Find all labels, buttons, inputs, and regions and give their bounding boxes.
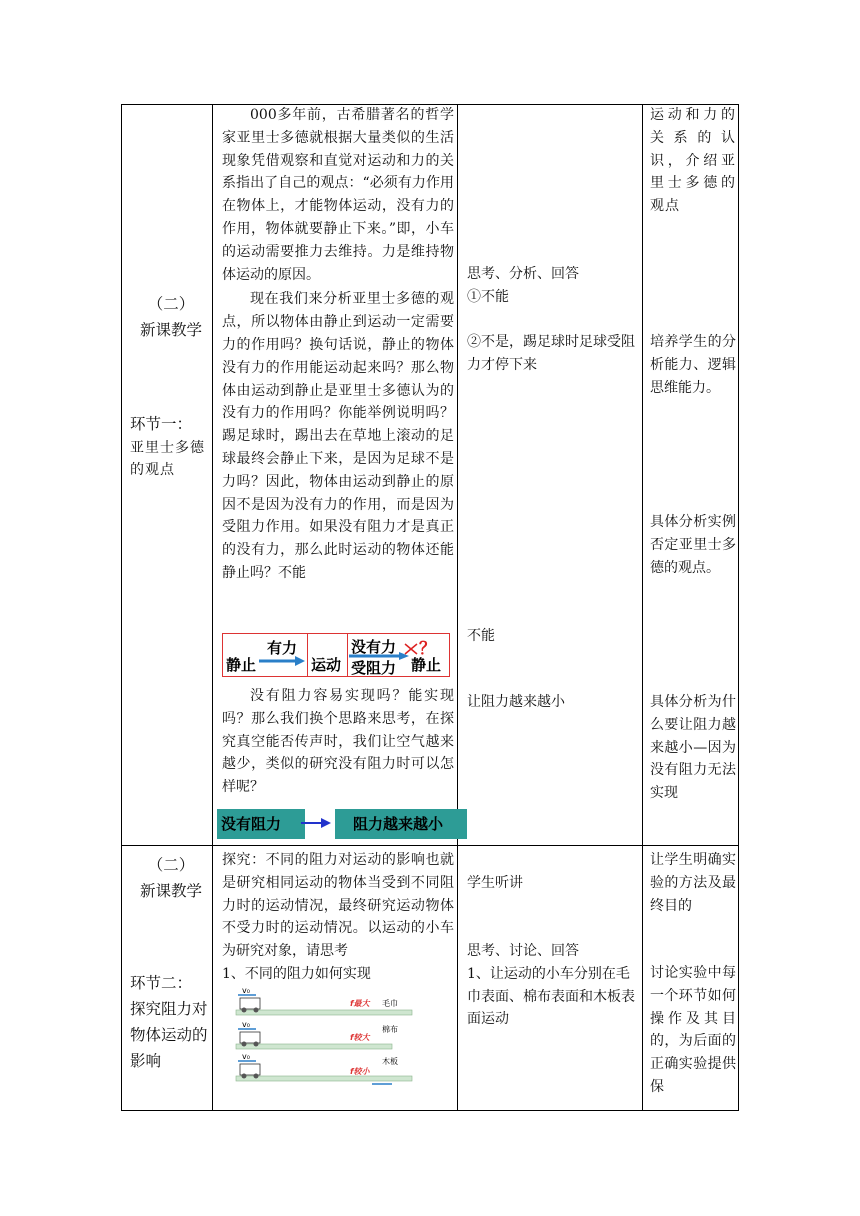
answer-text: 不能 xyxy=(467,628,495,644)
paragraph: 现在我们来分析亚里士多德的观点，所以物体由静止到运动一定需要力的作用吗？换句话说，静止的物体没有力的作用能运动起来吗？那么物体由运动到静止是亚里士多德认为的没有力的作用吗？你能举例说明吗？踢足球时，踢出去在草地上滚动的足球最终会静止下来，是因为足球不是力吗？因此，物体由运动到静止的原因不是因为没有力的作用，而是因为受阻力作用。如果没有阻力才是真正的没有力，那么此时运动的物体还能静止吗？不能 xyxy=(222,291,454,581)
answer-text: 1、让运动的小车分别在毛巾表面、棉布表面和木板表面运动 xyxy=(467,965,635,1028)
table-row xyxy=(121,845,739,1111)
arrow-icon xyxy=(259,656,305,666)
column-divider xyxy=(642,846,643,1110)
paragraph: 没有阻力容易实现吗？能实现吗？那么我们换个思路来思考，在探究真空能否传声时，我们让空气越来越少，类似的研究没有阻力时可以怎样呢？ xyxy=(222,688,454,796)
student-activity xyxy=(467,625,639,648)
label-motion: 运动 xyxy=(311,656,342,674)
design-intent xyxy=(650,849,736,917)
velocity-label: v₀ xyxy=(242,1052,250,1061)
link-name: 亚里士多德的观点 xyxy=(130,440,205,478)
design-intent xyxy=(650,331,736,399)
answer-text: 学生听讲 xyxy=(467,875,523,891)
answer-text: 让阻力越来越小 xyxy=(467,694,565,710)
column-divider xyxy=(457,846,458,1110)
student-activity xyxy=(467,872,639,895)
intent-text: 具体分析为什么要让阻力越来越小—因为没有阻力无法实现 xyxy=(650,694,736,802)
box-less-resistance: 阻力越来越小 xyxy=(335,809,467,839)
label-static: 静止 xyxy=(411,656,442,674)
label-resist: 受阻力 xyxy=(351,659,397,677)
paragraph: 000多年前，古希腊著名的哲学家亚里士多德就根据大量类似的生活现象凭借观察和直觉对运动和力的关系指出了自己的观点：“必须有力作用在物体上，才能物体运动，没有力的作用，物体就要静止下来。”即，小车的运动需要推力去维持。力是维持物体运动的原因。 xyxy=(222,107,454,283)
resistance-diagram xyxy=(217,805,453,843)
box-no-resistance: 没有阻力 xyxy=(217,809,305,839)
column-divider xyxy=(457,105,458,845)
answer-text: ②不是，踢足球时足球受阻力才停下来 xyxy=(467,334,635,373)
label-question: ？ xyxy=(419,639,436,659)
surface-label: 棉布 xyxy=(382,1025,398,1034)
design-intent xyxy=(650,691,736,805)
section-number: （二） xyxy=(147,295,195,313)
column-divider xyxy=(642,105,643,845)
column-divider xyxy=(212,105,213,845)
link-cell xyxy=(130,970,212,1074)
stage-title: 新课教学 xyxy=(139,321,202,339)
paragraph: 探究：不同的阻力对运动的影响也就是研究相同运动的物体当受到不同阻力时的运动情况，最终研究运动物体不受力时的运动情况。以运动的小车为研究对象，请思考 xyxy=(222,852,454,960)
force-motion-diagram xyxy=(222,633,450,677)
link-name: 探究阻力对物体运动的影响 xyxy=(130,1000,208,1070)
column-divider xyxy=(212,846,213,1110)
design-intent xyxy=(650,511,736,579)
intent-text: 讨论实验中每一个环节如何操作及其目的，为后面的正确实验提供保 xyxy=(650,965,736,1095)
teacher-activity xyxy=(222,104,454,585)
teacher-activity xyxy=(222,685,454,799)
answer-text: ①不能 xyxy=(467,288,509,305)
friction-label: f最大 xyxy=(350,999,370,1008)
intent-text: 具体分析实例否定亚里士多德的观点。 xyxy=(650,514,736,576)
question-text: 1、不同的阻力如何实现 xyxy=(222,965,371,982)
intent-text: 培养学生的分析能力、逻辑思维能力。 xyxy=(650,334,736,396)
friction-label: f较大 xyxy=(350,1033,370,1042)
stage-title: 新课教学 xyxy=(139,882,202,900)
table-row xyxy=(121,104,739,846)
teacher-activity xyxy=(222,849,454,986)
student-activity xyxy=(467,263,639,309)
label-force: 有力 xyxy=(267,639,298,657)
surface-label: 毛巾 xyxy=(382,999,398,1008)
link-label: 环节二： xyxy=(130,974,193,992)
section-number: （二） xyxy=(147,856,195,874)
student-activity xyxy=(467,940,639,1031)
design-intent xyxy=(650,962,736,1099)
surface-label: 木板 xyxy=(382,1057,398,1066)
student-activity xyxy=(467,331,639,377)
experiment-illustration xyxy=(222,988,422,1092)
velocity-label: v₀ xyxy=(242,1020,250,1029)
velocity-label: v₀ xyxy=(242,988,250,995)
student-activity xyxy=(467,691,639,714)
answer-text: 思考、讨论、回答 xyxy=(467,943,579,959)
stage-cell xyxy=(130,291,212,343)
link-cell xyxy=(130,411,212,481)
answer-text: 思考、分析、回答 xyxy=(467,266,579,282)
label-no-force: 没有力 xyxy=(351,638,397,656)
link-label: 环节一： xyxy=(130,415,193,433)
arrow-icon xyxy=(301,818,331,828)
label-static: 静止 xyxy=(226,656,257,674)
friction-label: f较小 xyxy=(350,1067,370,1076)
intent-text: 运动和力的关系的认识，介绍亚里士多德的观点 xyxy=(650,107,736,215)
intent-text: 让学生明确实验的方法及最终目的 xyxy=(650,852,736,914)
stage-cell xyxy=(130,852,212,904)
design-intent xyxy=(650,104,736,218)
